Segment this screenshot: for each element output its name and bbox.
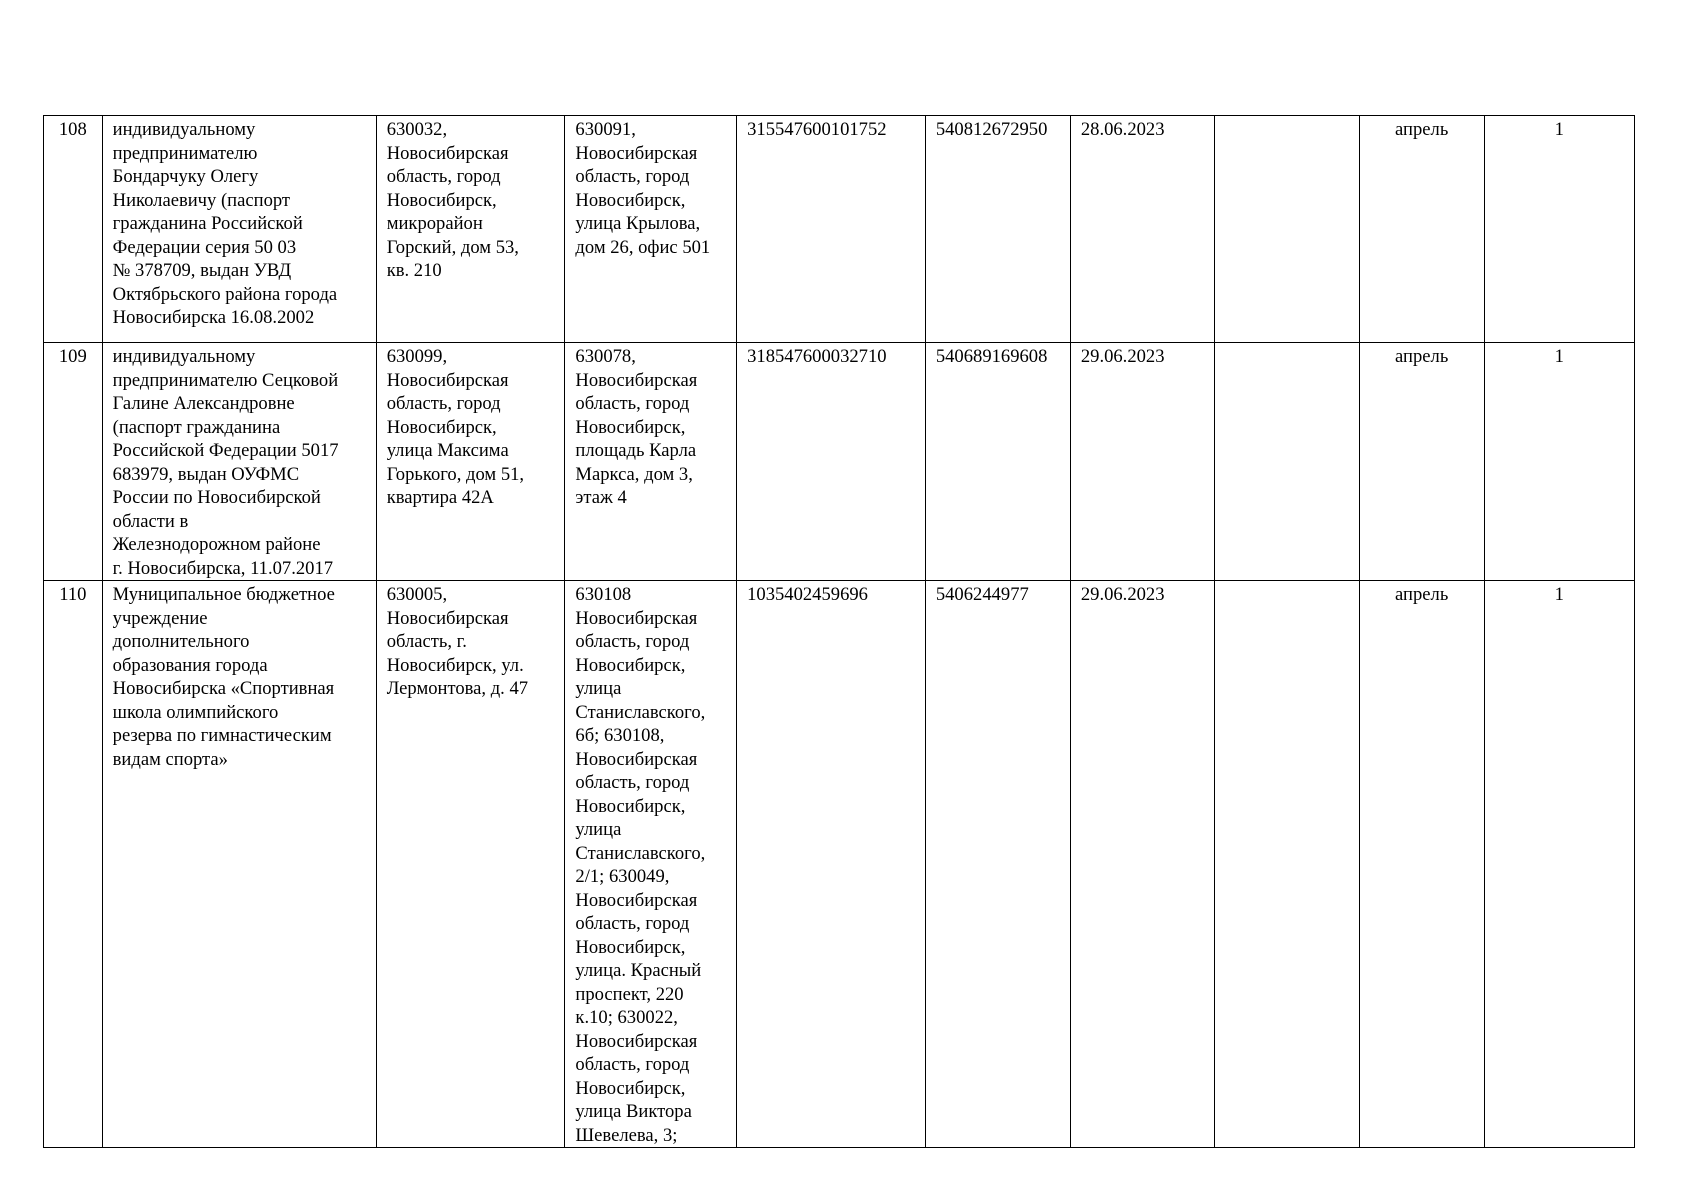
activity-address-cell: 630078, Новосибирская область, город Новосибирск, площадь Карла Маркса, дом 3, этаж 4 (565, 343, 737, 581)
legal-address-cell: 630099, Новосибирская область, город Новосибирск, улица Максима Горького, дом 51, квартира 42А (376, 343, 565, 581)
table-row (44, 116, 1635, 343)
date-cell: 28.06.2023 (1070, 116, 1214, 343)
table-row (44, 343, 1635, 581)
table-row (44, 581, 1635, 1148)
date-cell: 29.06.2023 (1070, 581, 1214, 1148)
inn-cell: 5406244977 (925, 581, 1070, 1148)
inn-cell: 540689169608 (925, 343, 1070, 581)
empty-cell (1214, 343, 1359, 581)
count-cell: 1 (1484, 116, 1634, 343)
empty-cell (1214, 581, 1359, 1148)
activity-address-cell: 630091, Новосибирская область, город Новосибирск, улица Крылова, дом 26, офис 501 (565, 116, 737, 343)
entity-name-cell: Муниципальное бюджетное учреждение дополнительного образования города Новосибирска «Спортивная школа олимпийского резерва по гимнастическим видам спорта» (102, 581, 376, 1148)
count-cell: 1 (1484, 343, 1634, 581)
activity-address-cell: 630108 Новосибирская область, город Новосибирск, улица Станиславского, 6б; 630108, Новосибирская область, город Новосибирск, улица Станиславского, 2/1; 630049, Новосибирская область, город Новосибирск, улица. Красный проспект, 220 к.10; 630022, Новосибирская область, город Новосибирск, улица Виктора Шевелева, 3; (565, 581, 737, 1148)
legal-address-cell: 630032, Новосибирская область, город Новосибирск, микрорайон Горский, дом 53, кв. 210 (376, 116, 565, 343)
month-cell: апрель (1359, 116, 1484, 343)
entity-name-cell: индивидуальному предпринимателю Бондарчуку Олегу Николаевичу (паспорт гражданина Российской Федерации серия 50 03 № 378709, выдан УВД Октябрьского района города Новосибирска 16.08.2002 (102, 116, 376, 343)
month-cell: апрель (1359, 343, 1484, 581)
month-cell: апрель (1359, 581, 1484, 1148)
row-number-cell: 108 (44, 116, 103, 343)
count-cell: 1 (1484, 581, 1634, 1148)
ogrn-cell: 315547600101752 (737, 116, 926, 343)
registry-table (43, 115, 1635, 1148)
date-cell: 29.06.2023 (1070, 343, 1214, 581)
row-number-cell: 110 (44, 581, 103, 1148)
ogrn-cell: 318547600032710 (737, 343, 926, 581)
inn-cell: 540812672950 (925, 116, 1070, 343)
empty-cell (1214, 116, 1359, 343)
legal-address-cell: 630005, Новосибирская область, г. Новосибирск, ул. Лермонтова, д. 47 (376, 581, 565, 1148)
entity-name-cell: индивидуальному предпринимателю Сецковой Галине Александровне (паспорт гражданина Российской Федерации 5017 683979, выдан ОУФМС России по Новосибирской области в Железнодорожном районе г. Новосибирска, 11.07.2017 (102, 343, 376, 581)
row-number-cell: 109 (44, 343, 103, 581)
ogrn-cell: 1035402459696 (737, 581, 926, 1148)
